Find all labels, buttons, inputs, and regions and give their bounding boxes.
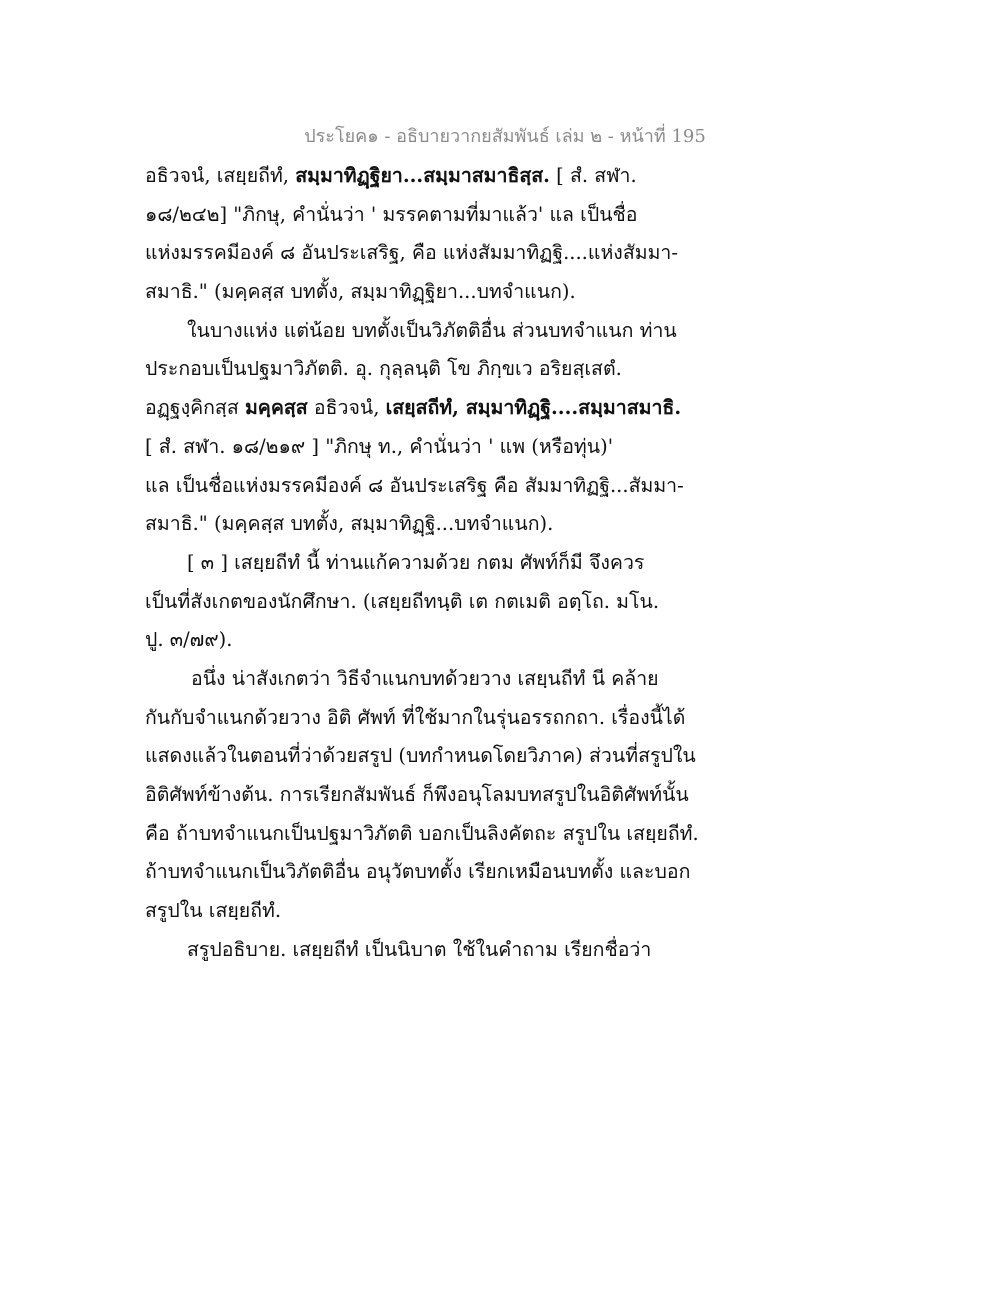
text-line: [145, 234, 705, 273]
text-segment: สมาธิ." (มคฺคสฺส บทตั้ง, สมฺมาทิฏฺฐิ...บทจำแนก).: [145, 512, 554, 536]
text-segment: กันกับจำแนกด้วยวาง อิติ ศัพท์ ที่ใช้มากในรุ่นอรรถกถา. เรื่องนี้ได้: [145, 705, 686, 729]
text-segment: ประกอบเป็นปฐมาวิภัตติ. อุ. กุลฺลนฺติ โข ภิกฺขเว อริยสฺเสตํ.: [145, 357, 622, 381]
text-segment: ปู. ๓/๗๙).: [145, 628, 233, 652]
text-segment: [ ๓ ] เสยฺยถีทํ นี้ ท่านแก้ความด้วย กตม ศัพท์ก็มี จึงควร: [187, 550, 645, 574]
text-segment: คือ ถ้าบทจำแนกเป็นปฐมาวิภัตติ บอกเป็นลิงคัตถะ สรูปใน เสยฺยถีทํ.: [145, 821, 699, 845]
text-segment: อิติศัพท์ข้างต้น. การเรียกสัมพันธ์ ก็พึงอนุโลมบทสรูปในอิติศัพท์นั้น: [145, 783, 689, 806]
text-segment: ๑๘/๒๔๒] "ภิกษุ, คำนั่นว่า ' มรรคตามที่มาแล้ว' แล เป็นชื่อ: [145, 202, 638, 226]
text-segment: ในบางแห่ง แต่น้อย บทตั้งเป็นวิภัตติอื่น ส่วนบทจำแนก ท่าน: [187, 318, 677, 342]
text-segment: อฏฺฐงฺคิกสฺส: [145, 396, 245, 420]
text-line: [145, 660, 705, 699]
text-line: [145, 776, 705, 815]
running-header: [0, 121, 1000, 150]
text-line: [145, 505, 705, 544]
text-line: [145, 583, 705, 622]
text-line: [145, 389, 705, 428]
text-line: [145, 815, 705, 854]
text-line: [145, 892, 705, 931]
text-line: [145, 931, 705, 970]
text-line: [145, 196, 705, 235]
text-segment: [ สํ. สฬา. ๑๘/๒๑๙ ] "ภิกษุ ท., คำนั่นว่า ' แพ (หรือทุ่น)': [145, 434, 614, 458]
text-segment: สรูปใน เสยฺยถีทํ.: [145, 899, 282, 923]
text-line: [145, 312, 705, 351]
text-line: [145, 737, 705, 776]
text-segment: แล เป็นชื่อแห่งมรรคมีองค์ ๘ อันประเสริฐ คือ สัมมาทิฏฐิ...สัมมา-: [145, 473, 684, 497]
text-line: [145, 157, 705, 196]
text-segment: สรูปอธิบาย. เสยฺยถีทํ เป็นนิบาต ใช้ในคำถาม เรียกชื่อว่า: [187, 937, 652, 961]
text-line: [145, 621, 705, 660]
text-segment: แห่งมรรคมีองค์ ๘ อันประเสริฐ, คือ แห่งสัมมาทิฏฐิ....แห่งสัมมา-: [145, 241, 678, 265]
text-line: [145, 544, 705, 583]
text-line: [145, 699, 705, 738]
text-line: [145, 273, 705, 312]
header-text: ประโยค๑ - อธิบายวากยสัมพันธ์ เล่ม ๒ - หน้าที่ 195: [304, 126, 706, 147]
text-segment: สมาธิ." (มคฺคสฺส บทตั้ง, สมฺมาทิฏฺฐิยา...บทจำแนก).: [145, 280, 576, 304]
text-segment: แสดงแล้วในตอนที่ว่าด้วยสรูป (บทกำหนดโดยวิภาค) ส่วนที่สรูปใน: [145, 744, 696, 768]
text-line: [145, 467, 705, 506]
text-segment: อธิวจนํ,: [307, 396, 386, 420]
text-segment: ถ้าบทจำแนกเป็นวิภัตติอื่น อนุวัตบทตั้ง เรียกเหมือนบทตั้ง และบอก: [145, 860, 691, 884]
bold-pali-term: เสยฺสถีทํ, สมฺมาทิฏฺฐิ....สมฺมาสมาธิ.: [385, 396, 682, 420]
text-segment: อธิวจนํ, เสยฺยถีทํ,: [145, 164, 296, 187]
text-segment: [ สํ. สฬา.: [549, 164, 637, 187]
text-line: [145, 853, 705, 892]
text-line: [145, 350, 705, 389]
bold-pali-term: มคฺคสฺส: [244, 396, 308, 420]
text-line: [145, 428, 705, 467]
body-text: [145, 157, 705, 969]
text-segment: เป็นที่สังเกตของนักศึกษา. (เสยฺยถีทนฺติ เต กตเมติ อตฺโถ. มโน.: [145, 589, 660, 613]
bold-pali-term: สมฺมาทิฏฺฐิยา...สมฺมาสมาธิสฺส.: [295, 164, 550, 187]
text-segment: อนึ่ง น่าสังเกตว่า วิธีจำแนกบทด้วยวาง เสยฺนถีทํ นี คล้าย: [191, 666, 659, 690]
